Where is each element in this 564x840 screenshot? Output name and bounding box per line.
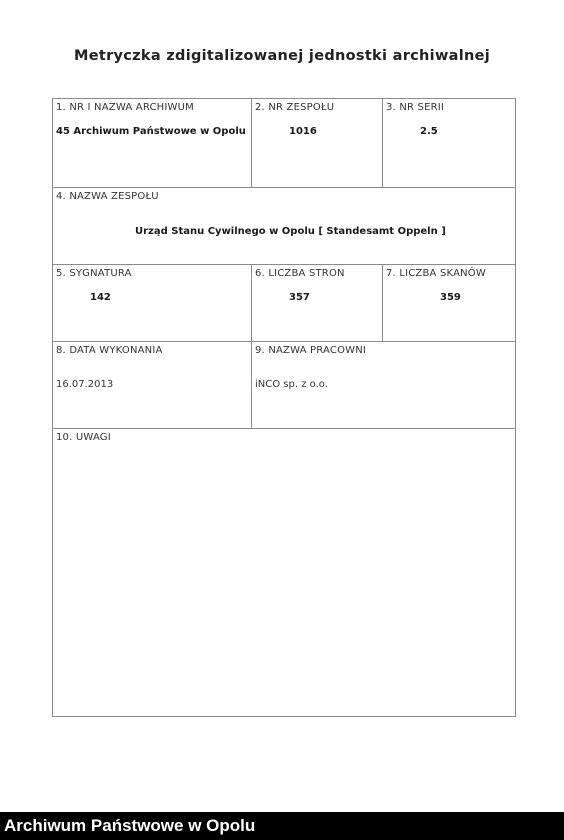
field-scans (382, 264, 515, 341)
field-fonds-name (52, 187, 515, 264)
field-fonds-name-value: Urząd Stanu Cywilnego w Opolu [ Standesamt Oppeln ] (135, 226, 446, 237)
field-remarks-label: 10. UWAGI (56, 432, 111, 443)
field-pages-value: 357 (289, 292, 310, 303)
field-scans-label: 7. LICZBA SKANÓW (386, 268, 486, 279)
field-signature (52, 264, 251, 341)
field-fonds-no-value: 1016 (289, 126, 317, 137)
field-workshop (251, 341, 515, 428)
field-series-no (382, 98, 515, 187)
field-archive-value: 45 Archiwum Państwowe w Opolu (56, 126, 246, 137)
field-fonds-no-label: 2. NR ZESPOŁU (255, 102, 335, 113)
field-scans-value: 359 (440, 292, 461, 303)
field-workshop-label: 9. NAZWA PRACOWNI (255, 345, 367, 356)
field-fonds-name-label: 4. NAZWA ZESPOŁU (56, 191, 159, 202)
field-series-no-label: 3. NR SERII (386, 102, 445, 113)
field-date-value: 16.07.2013 (56, 379, 114, 390)
footer-text: Archiwum Państwowe w Opolu (4, 816, 256, 835)
field-pages (251, 264, 382, 341)
footer-banner (0, 812, 564, 840)
field-remarks (52, 428, 515, 716)
field-date (52, 341, 251, 428)
field-series-no-value: 2.5 (420, 126, 438, 137)
field-date-label: 8. DATA WYKONANIA (56, 345, 163, 356)
form-border-bottom (52, 716, 516, 717)
document-title: Metryczka zdigitalizowanej jednostki archiwalnej (73, 48, 491, 64)
form-border-right (515, 98, 516, 717)
field-fonds-no (251, 98, 382, 187)
field-archive (52, 98, 251, 187)
field-signature-value: 142 (90, 292, 111, 303)
field-signature-label: 5. SYGNATURA (56, 268, 132, 279)
field-workshop-value: iNCO sp. z o.o. (255, 379, 328, 390)
field-archive-label: 1. NR I NAZWA ARCHIWUM (56, 102, 194, 113)
field-pages-label: 6. LICZBA STRON (255, 268, 345, 279)
